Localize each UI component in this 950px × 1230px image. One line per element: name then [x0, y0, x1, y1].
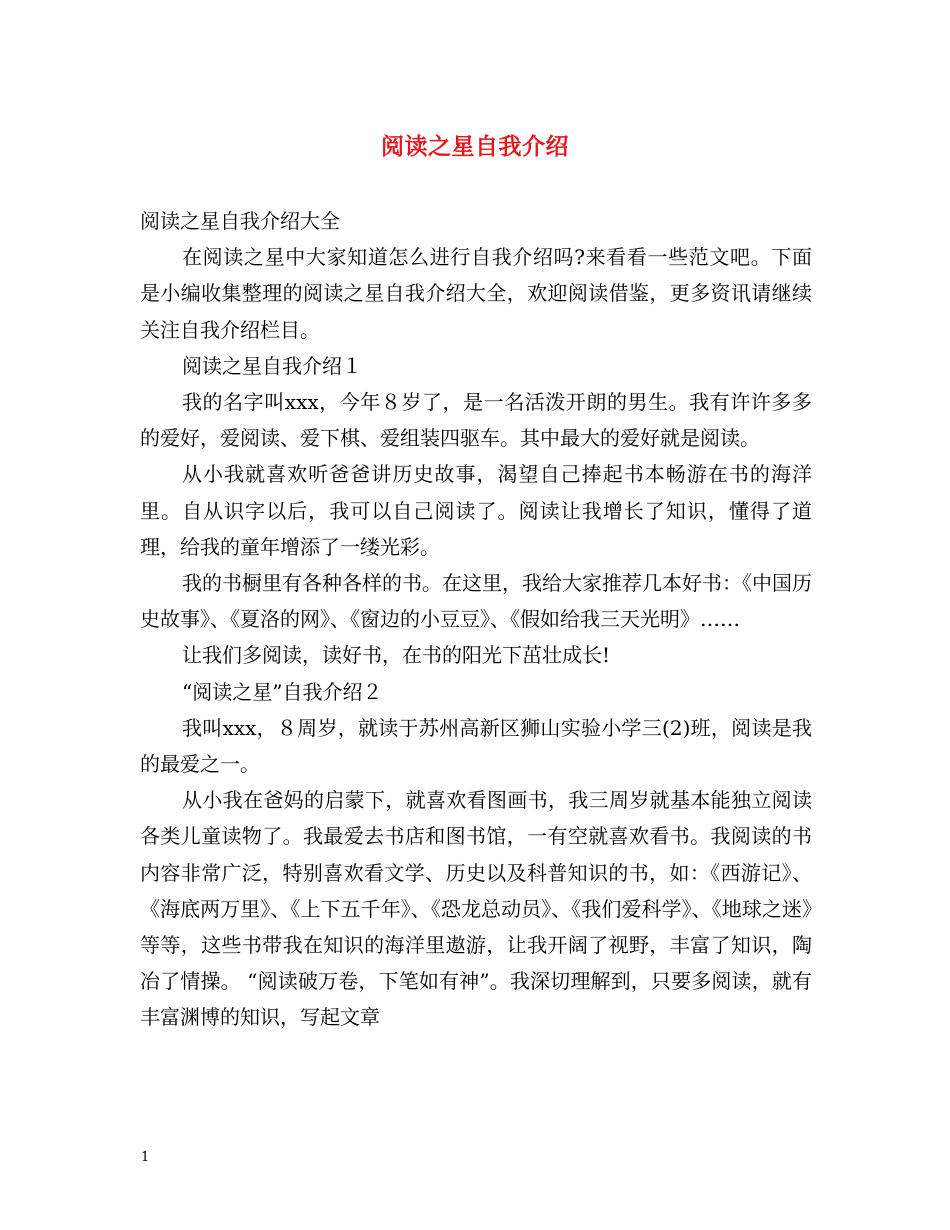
paragraph: 让我们多阅读，读好书，在书的阳光下茁壮成长! — [182, 643, 611, 668]
section-heading: 阅读之星自我介绍１ — [182, 353, 362, 378]
paragraph: 我的书橱里有各种各样的书。在这里，我给大家推荐几本好书：《中国历史故事》、《夏洛的网》、《窗边的小豆豆》、《假如给我三天光明》…… — [140, 571, 812, 632]
paragraph: 阅读之星自我介绍大全 — [140, 209, 340, 233]
paragraph: 我叫xxx，８周岁，就读于苏州高新区狮山实验小学三(2)班，阅读是我的最爱之一。 — [140, 715, 812, 777]
paragraph: 从小我就喜欢听爸爸讲历史故事，渴望自己捧起书本畅游在书的海洋里。自从识字以后，我可以自己阅读了。阅读让我增长了知识，懂得了道理，给我的童年增添了一缕光彩。 — [140, 462, 812, 559]
paragraph: 从小我在爸妈的启蒙下，就喜欢看图画书，我三周岁就基本能独立阅读各类儿童读物了。我最爱去书店和图书馆，一有空就喜欢看书。我阅读的书内容非常广泛，特别喜欢看文学、历史以及科普知识的书，如：《西游记》、《海底两万里》、《上下五千年》、《恐龙总动员》、《我们爱科学》、《地球之迷》等等，这些书带我在知识的海洋里遨游，让我开阔了视野，丰富了知识，陶冶了情操。 “阅读破万卷，下笔如有神”。我深切理解到，只要多阅读，就有丰富渊博的知识，写起文章 — [140, 788, 812, 1030]
page-number: 1 — [141, 1150, 150, 1165]
document-body — [140, 203, 812, 1036]
paragraph: 我的名字叫xxx，今年８岁了，是一名活泼开朗的男生。我有许许多多的爱好，爱阅读、爱下棋、爱组装四驱车。其中最大的爱好就是阅读。 — [140, 390, 812, 451]
section-heading: “阅读之星”自我介绍２ — [182, 679, 383, 704]
document-title: 阅读之星自我介绍 — [381, 133, 569, 160]
paragraph: 在阅读之星中大家知道怎么进行自我介绍吗?来看看一些范文吧。下面是小编收集整理的阅读之星自我介绍大全，欢迎阅读借鉴，更多资讯请继续关注自我介绍栏目。 — [140, 245, 812, 342]
